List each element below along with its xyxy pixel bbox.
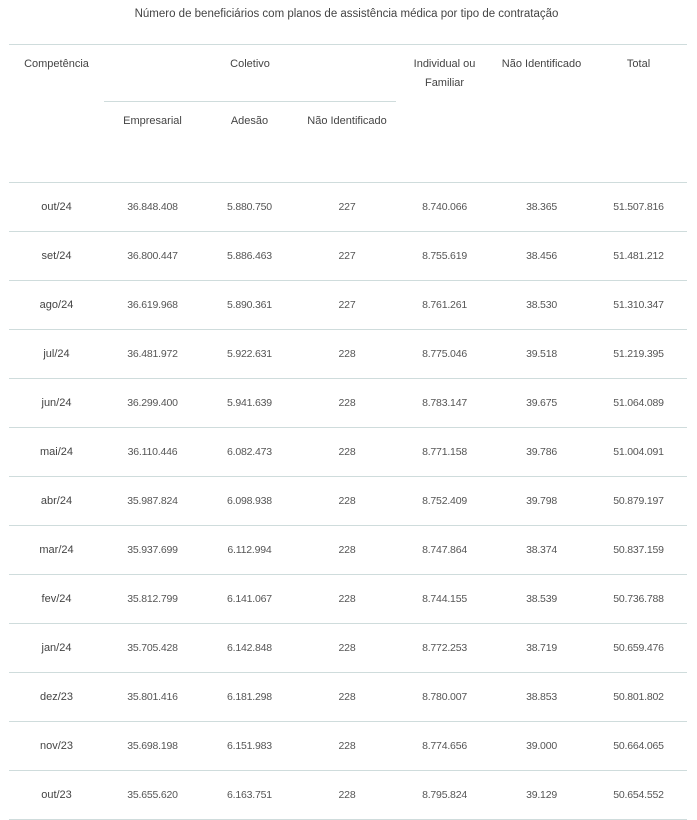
- cell-competencia: set/24: [9, 232, 104, 281]
- cell-nao-identificado: 39.518: [493, 330, 590, 379]
- table-row: [9, 330, 687, 379]
- table-body: [9, 183, 687, 820]
- header-row-top: [9, 45, 687, 102]
- cell-competencia: jan/24: [9, 624, 104, 673]
- cell-individual: 8.775.046: [396, 330, 493, 379]
- header-adesao: Adesão: [230, 115, 269, 127]
- cell-nao-identificado: 39.675: [493, 379, 590, 428]
- cell-total: 51.310.347: [590, 281, 687, 330]
- table-row: [9, 624, 687, 673]
- cell-total: 50.837.159: [590, 526, 687, 575]
- table-row: [9, 526, 687, 575]
- cell-adesao: 6.163.751: [201, 771, 298, 820]
- cell-empresarial: 36.800.447: [104, 232, 201, 281]
- cell-adesao: 5.886.463: [201, 232, 298, 281]
- cell-competencia: out/23: [9, 771, 104, 820]
- header-nao-identificado: Não Identificado: [493, 45, 590, 183]
- cell-adesao: 6.181.298: [201, 673, 298, 722]
- cell-empresarial: 36.848.408: [104, 183, 201, 232]
- cell-nao-identificado-coletivo: 228: [298, 771, 396, 820]
- cell-individual: 8.752.409: [396, 477, 493, 526]
- cell-nao-identificado-coletivo: 227: [298, 183, 396, 232]
- header-competencia: Competência: [9, 45, 104, 183]
- cell-empresarial: 35.698.198: [104, 722, 201, 771]
- header-total: Total: [590, 45, 687, 183]
- table-caption: Número de beneficiários com planos de assistência médica por tipo de contratação: [134, 8, 559, 20]
- cell-individual: 8.774.656: [396, 722, 493, 771]
- table-row: [9, 183, 687, 232]
- cell-nao-identificado: 39.786: [493, 428, 590, 477]
- cell-adesao: 5.890.361: [201, 281, 298, 330]
- cell-competencia: fev/24: [9, 575, 104, 624]
- cell-competencia: abr/24: [9, 477, 104, 526]
- cell-nao-identificado: 38.719: [493, 624, 590, 673]
- cell-competencia: ago/24: [9, 281, 104, 330]
- table-row: [9, 281, 687, 330]
- cell-individual: 8.780.007: [396, 673, 493, 722]
- cell-adesao: 6.141.067: [201, 575, 298, 624]
- cell-individual: 8.755.619: [396, 232, 493, 281]
- cell-nao-identificado-coletivo: 228: [298, 379, 396, 428]
- cell-total: 50.664.065: [590, 722, 687, 771]
- cell-competencia: mai/24: [9, 428, 104, 477]
- cell-nao-identificado: 38.539: [493, 575, 590, 624]
- cell-total: 50.659.476: [590, 624, 687, 673]
- cell-nao-identificado-coletivo: 228: [298, 477, 396, 526]
- header-empresarial: Empresarial: [123, 115, 182, 127]
- cell-empresarial: 36.481.972: [104, 330, 201, 379]
- cell-nao-identificado: 39.000: [493, 722, 590, 771]
- cell-individual: 8.771.158: [396, 428, 493, 477]
- cell-individual: 8.744.155: [396, 575, 493, 624]
- cell-individual: 8.795.824: [396, 771, 493, 820]
- cell-competencia: out/24: [9, 183, 104, 232]
- cell-total: 50.801.802: [590, 673, 687, 722]
- table-row: [9, 232, 687, 281]
- cell-nao-identificado-coletivo: 228: [298, 526, 396, 575]
- cell-adesao: 5.880.750: [201, 183, 298, 232]
- cell-empresarial: 36.299.400: [104, 379, 201, 428]
- cell-total: 50.736.788: [590, 575, 687, 624]
- cell-competencia: nov/23: [9, 722, 104, 771]
- cell-adesao: 6.142.848: [201, 624, 298, 673]
- cell-nao-identificado: 39.798: [493, 477, 590, 526]
- cell-empresarial: 35.655.620: [104, 771, 201, 820]
- table-row: [9, 477, 687, 526]
- cell-empresarial: 35.801.416: [104, 673, 201, 722]
- cell-nao-identificado-coletivo: 228: [298, 428, 396, 477]
- table-row: [9, 673, 687, 722]
- cell-empresarial: 35.812.799: [104, 575, 201, 624]
- cell-individual: 8.783.147: [396, 379, 493, 428]
- cell-nao-identificado-coletivo: 227: [298, 232, 396, 281]
- cell-nao-identificado: 38.365: [493, 183, 590, 232]
- cell-competencia: jul/24: [9, 330, 104, 379]
- cell-total: 51.004.091: [590, 428, 687, 477]
- cell-total: 51.481.212: [590, 232, 687, 281]
- cell-adesao: 6.151.983: [201, 722, 298, 771]
- cell-adesao: 6.098.938: [201, 477, 298, 526]
- cell-nao-identificado: 38.853: [493, 673, 590, 722]
- cell-total: 51.507.816: [590, 183, 687, 232]
- cell-adesao: 6.082.473: [201, 428, 298, 477]
- cell-competencia: jun/24: [9, 379, 104, 428]
- cell-individual: 8.761.261: [396, 281, 493, 330]
- cell-nao-identificado: 38.456: [493, 232, 590, 281]
- cell-nao-identificado-coletivo: 227: [298, 281, 396, 330]
- cell-total: 50.879.197: [590, 477, 687, 526]
- cell-nao-identificado: 38.374: [493, 526, 590, 575]
- cell-competencia: mar/24: [9, 526, 104, 575]
- table-row: [9, 722, 687, 771]
- cell-nao-identificado-coletivo: 228: [298, 624, 396, 673]
- table-row: [9, 428, 687, 477]
- cell-competencia: dez/23: [9, 673, 104, 722]
- cell-empresarial: 36.110.446: [104, 428, 201, 477]
- cell-nao-identificado-coletivo: 228: [298, 330, 396, 379]
- beneficiarios-table: [9, 44, 687, 820]
- cell-nao-identificado: 39.129: [493, 771, 590, 820]
- table-row: [9, 575, 687, 624]
- header-coletivo: Coletivo: [104, 45, 396, 102]
- cell-nao-identificado-coletivo: 228: [298, 575, 396, 624]
- table-row: [9, 379, 687, 428]
- cell-nao-identificado-coletivo: 228: [298, 722, 396, 771]
- header-nao-identificado-coletivo: Não Identificado: [307, 115, 387, 127]
- cell-adesao: 6.112.994: [201, 526, 298, 575]
- cell-adesao: 5.941.639: [201, 379, 298, 428]
- cell-total: 51.064.089: [590, 379, 687, 428]
- cell-individual: 8.740.066: [396, 183, 493, 232]
- cell-empresarial: 35.937.699: [104, 526, 201, 575]
- cell-total: 50.654.552: [590, 771, 687, 820]
- cell-empresarial: 36.619.968: [104, 281, 201, 330]
- cell-nao-identificado: 38.530: [493, 281, 590, 330]
- cell-individual: 8.747.864: [396, 526, 493, 575]
- cell-total: 51.219.395: [590, 330, 687, 379]
- cell-empresarial: 35.705.428: [104, 624, 201, 673]
- table-row: [9, 771, 687, 820]
- cell-nao-identificado-coletivo: 228: [298, 673, 396, 722]
- header-individual: Individual ou Familiar: [396, 45, 493, 183]
- cell-adesao: 5.922.631: [201, 330, 298, 379]
- cell-empresarial: 35.987.824: [104, 477, 201, 526]
- cell-individual: 8.772.253: [396, 624, 493, 673]
